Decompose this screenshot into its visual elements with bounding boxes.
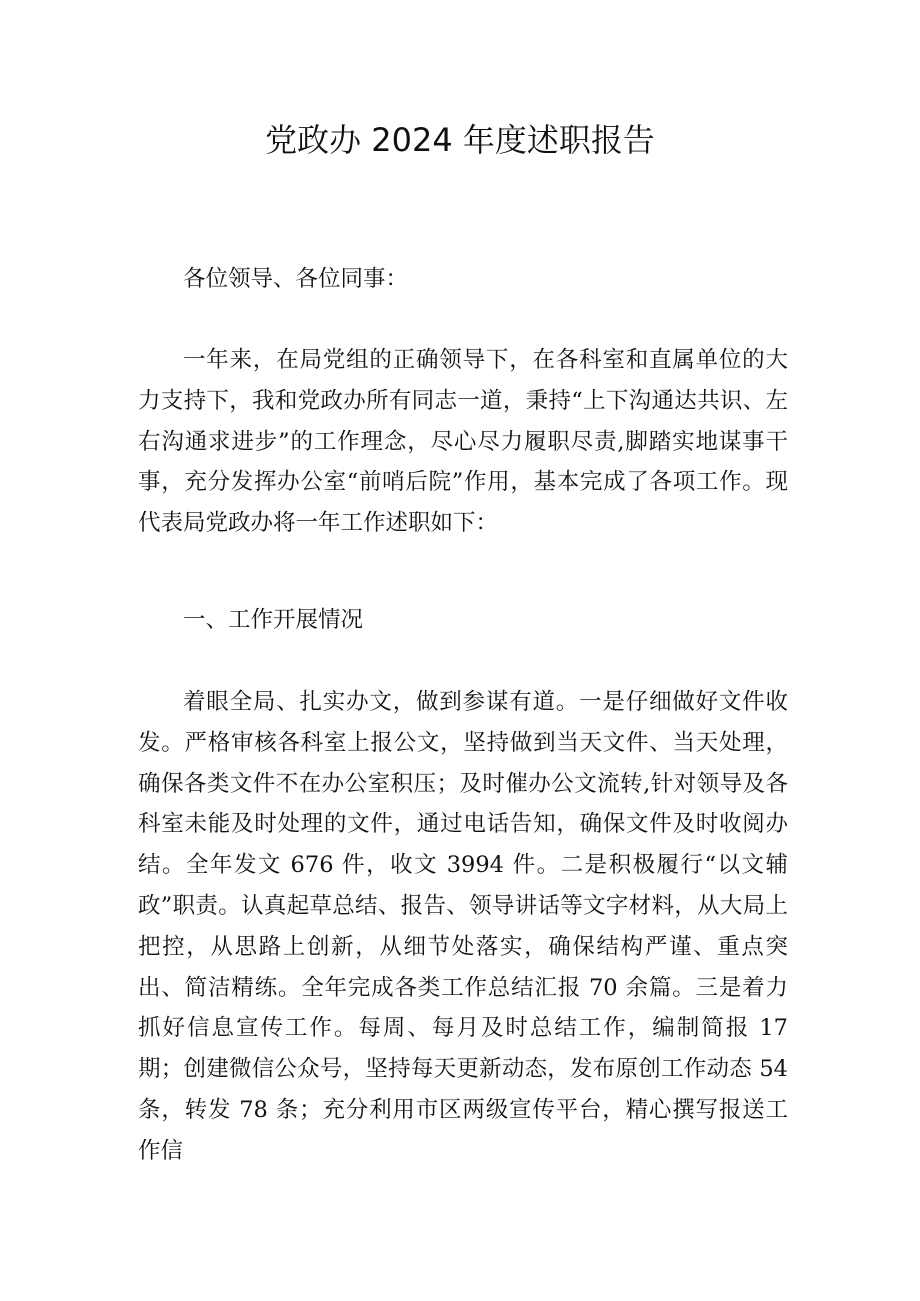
paragraph-intro: 一年来，在局党组的正确领导下，在各科室和直属单位的大力支持下，我和党政办所有同志一道，秉持“上下沟通达共识、左右沟通求进步”的工作理念，尽心尽力履职尽责,脚踏实地谋事干事，充分发挥办公室“前哨后院”作用，基本完成了各项工作。现代表局党政办将一年工作述职如下： — [138, 347, 788, 537]
salutation: 各位领导、各位同事： — [183, 266, 409, 292]
section-heading: 一、工作开展情况 — [183, 607, 364, 633]
document-title: 党政办 2024 年度述职报告 — [265, 121, 655, 159]
paragraph-work-overview: 着眼全局、扎实办文，做到参谋有道。一是仔细做好文件收发。严格审核各科室上报公文，坚持做到当天文件、当天处理，确保各类文件不在办公室积压；及时催办公文流转,针对领导及各科室未能及时处理的文件，通过电话告知，确保文件及时收阅办结。全年发文 676 件，收文 3994 件。二是积极履行“以文辅政”职责。认真起草总结、报告、领导讲话等文字材料，从大局上把控，从思路上创新，从细节处落实，确保结构严谨、重点突出、简洁精练。全年完成各类工作总结汇报 70 余篇。三是着力抓好信息宣传工作。每周、每月及时总结工作，编制简报 17 期；创建微信公众号，坚持每天更新动态，发布原创工作动态 54 条，转发 78 条；充分利用市区两级宣传平台，精心撰写报送工作信 — [138, 689, 788, 1164]
